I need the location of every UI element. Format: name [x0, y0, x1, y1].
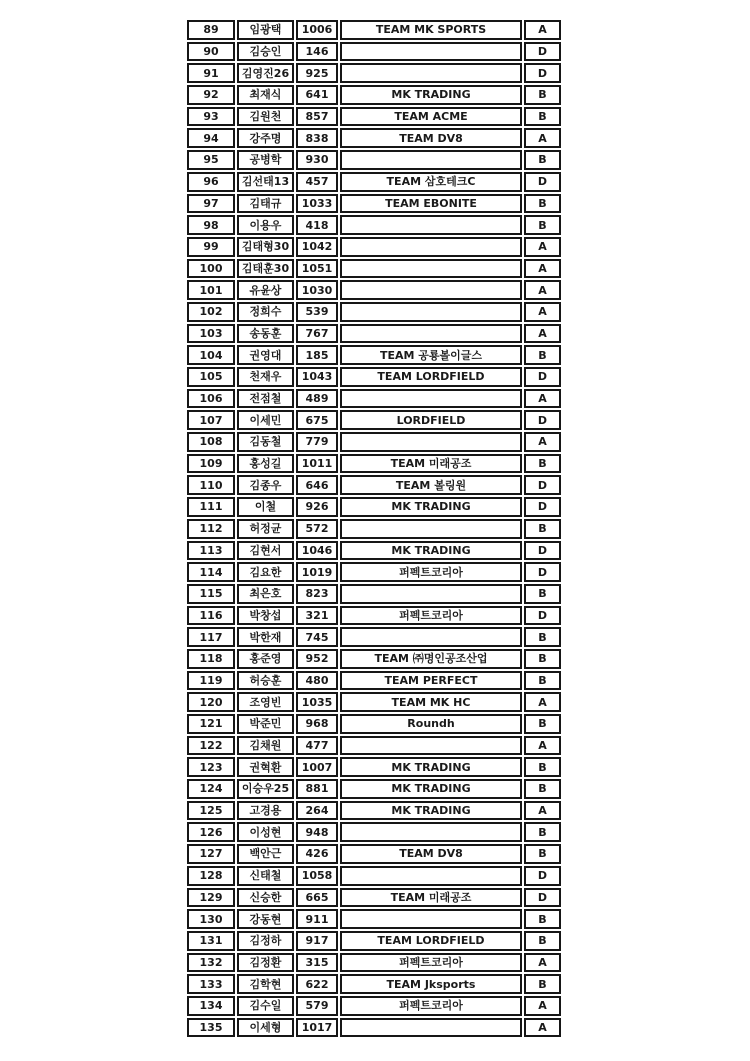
cell-grade: B [524, 150, 561, 170]
cell-player-id: 838 [296, 128, 338, 148]
table-row [187, 757, 561, 777]
cell-player-id: 917 [296, 931, 338, 951]
cell-player-name: 이세형 [237, 1018, 294, 1038]
cell-team-name [340, 822, 522, 842]
cell-player-name: 이세민 [237, 410, 294, 430]
table-row [187, 519, 561, 539]
cell-player-id: 926 [296, 497, 338, 517]
cell-player-name: 박창섭 [237, 606, 294, 626]
cell-rank: 115 [187, 584, 235, 604]
cell-grade: B [524, 345, 561, 365]
cell-team-name: TEAM 미래공조 [340, 454, 522, 474]
cell-rank: 118 [187, 649, 235, 669]
table-row [187, 150, 561, 170]
cell-team-name: TEAM DV8 [340, 844, 522, 864]
cell-player-name: 백안근 [237, 844, 294, 864]
cell-team-name: TEAM 공룡볼이글스 [340, 345, 522, 365]
cell-rank: 104 [187, 345, 235, 365]
cell-team-name [340, 584, 522, 604]
cell-team-name [340, 237, 522, 257]
cell-rank: 116 [187, 606, 235, 626]
cell-player-id: 1058 [296, 866, 338, 886]
cell-player-id: 1033 [296, 194, 338, 214]
cell-player-name: 김태훈30 [237, 259, 294, 279]
cell-rank: 129 [187, 888, 235, 908]
cell-player-name: 정희수 [237, 302, 294, 322]
cell-player-name: 전점철 [237, 389, 294, 409]
cell-player-name: 허승훈 [237, 671, 294, 691]
cell-player-id: 779 [296, 432, 338, 452]
cell-team-name: MK TRADING [340, 801, 522, 821]
cell-player-id: 925 [296, 63, 338, 83]
cell-team-name [340, 866, 522, 886]
cell-rank: 117 [187, 627, 235, 647]
cell-rank: 124 [187, 779, 235, 799]
table-row [187, 324, 561, 344]
table-row [187, 584, 561, 604]
cell-player-id: 968 [296, 714, 338, 734]
table-row [187, 541, 561, 561]
cell-rank: 120 [187, 692, 235, 712]
cell-team-name: MK TRADING [340, 497, 522, 517]
cell-grade: B [524, 714, 561, 734]
table-row [187, 215, 561, 235]
cell-team-name: TEAM MK SPORTS [340, 20, 522, 40]
table-row [187, 714, 561, 734]
cell-player-id: 646 [296, 475, 338, 495]
cell-grade: A [524, 736, 561, 756]
cell-player-id: 539 [296, 302, 338, 322]
cell-rank: 100 [187, 259, 235, 279]
cell-rank: 135 [187, 1018, 235, 1038]
cell-rank: 110 [187, 475, 235, 495]
cell-rank: 107 [187, 410, 235, 430]
table-row [187, 671, 561, 691]
cell-rank: 92 [187, 85, 235, 105]
cell-team-name [340, 215, 522, 235]
table-row [187, 63, 561, 83]
table-row [187, 736, 561, 756]
cell-team-name: 퍼펙트코리아 [340, 996, 522, 1016]
table-row [187, 345, 561, 365]
cell-player-name: 이성현 [237, 822, 294, 842]
cell-player-name: 허정균 [237, 519, 294, 539]
cell-grade: B [524, 974, 561, 994]
cell-player-id: 1007 [296, 757, 338, 777]
table-row [187, 454, 561, 474]
cell-player-name: 김정환 [237, 953, 294, 973]
cell-grade: B [524, 649, 561, 669]
cell-player-id: 185 [296, 345, 338, 365]
cell-rank: 119 [187, 671, 235, 691]
cell-grade: B [524, 757, 561, 777]
cell-player-id: 641 [296, 85, 338, 105]
table-row [187, 42, 561, 62]
cell-player-name: 김승인 [237, 42, 294, 62]
cell-team-name [340, 150, 522, 170]
cell-player-id: 418 [296, 215, 338, 235]
cell-rank: 99 [187, 237, 235, 257]
cell-grade: A [524, 259, 561, 279]
table-row [187, 85, 561, 105]
cell-rank: 95 [187, 150, 235, 170]
cell-grade: B [524, 584, 561, 604]
table-row [187, 996, 561, 1016]
cell-team-name: TEAM 볼링원 [340, 475, 522, 495]
cell-rank: 123 [187, 757, 235, 777]
cell-grade: A [524, 801, 561, 821]
cell-team-name: MK TRADING [340, 541, 522, 561]
cell-team-name [340, 627, 522, 647]
cell-team-name: 퍼펙트코리아 [340, 562, 522, 582]
cell-rank: 108 [187, 432, 235, 452]
cell-player-id: 315 [296, 953, 338, 973]
cell-player-name: 유윤상 [237, 280, 294, 300]
cell-player-id: 489 [296, 389, 338, 409]
cell-player-name: 박준민 [237, 714, 294, 734]
cell-grade: D [524, 888, 561, 908]
cell-player-name: 천재우 [237, 367, 294, 387]
cell-grade: A [524, 237, 561, 257]
cell-player-id: 881 [296, 779, 338, 799]
cell-grade: D [524, 63, 561, 83]
cell-grade: B [524, 519, 561, 539]
cell-team-name: TEAM 삼호테크C [340, 172, 522, 192]
cell-player-name: 김원천 [237, 107, 294, 127]
cell-rank: 134 [187, 996, 235, 1016]
cell-rank: 133 [187, 974, 235, 994]
table-row [187, 627, 561, 647]
cell-player-id: 745 [296, 627, 338, 647]
table-row [187, 801, 561, 821]
cell-grade: D [524, 367, 561, 387]
table-row [187, 909, 561, 929]
cell-player-id: 457 [296, 172, 338, 192]
cell-player-id: 1046 [296, 541, 338, 561]
cell-rank: 111 [187, 497, 235, 517]
cell-player-name: 강동현 [237, 909, 294, 929]
cell-team-name: TEAM PERFECT [340, 671, 522, 691]
cell-player-id: 1051 [296, 259, 338, 279]
cell-player-id: 952 [296, 649, 338, 669]
cell-team-name: 퍼펙트코리아 [340, 606, 522, 626]
cell-grade: B [524, 671, 561, 691]
cell-team-name: TEAM Jksports [340, 974, 522, 994]
table-row [187, 649, 561, 669]
cell-player-id: 823 [296, 584, 338, 604]
cell-rank: 128 [187, 866, 235, 886]
cell-player-name: 김수일 [237, 996, 294, 1016]
table-row [187, 475, 561, 495]
table-row [187, 692, 561, 712]
cell-player-id: 572 [296, 519, 338, 539]
cell-grade: A [524, 128, 561, 148]
table-row [187, 259, 561, 279]
cell-grade: B [524, 215, 561, 235]
cell-player-id: 579 [296, 996, 338, 1016]
cell-player-name: 김학현 [237, 974, 294, 994]
cell-player-name: 김동철 [237, 432, 294, 452]
table-row [187, 20, 561, 40]
cell-grade: A [524, 432, 561, 452]
cell-player-id: 767 [296, 324, 338, 344]
table-row [187, 194, 561, 214]
cell-player-name: 김요한 [237, 562, 294, 582]
cell-team-name: TEAM LORDFIELD [340, 367, 522, 387]
cell-team-name: TEAM LORDFIELD [340, 931, 522, 951]
cell-rank: 94 [187, 128, 235, 148]
cell-player-name: 최재식 [237, 85, 294, 105]
table-row [187, 931, 561, 951]
cell-player-name: 권혁환 [237, 757, 294, 777]
table-row [187, 302, 561, 322]
table-row [187, 1018, 561, 1038]
table-row [187, 410, 561, 430]
cell-grade: D [524, 541, 561, 561]
cell-player-name: 이승우25 [237, 779, 294, 799]
cell-rank: 109 [187, 454, 235, 474]
cell-grade: B [524, 844, 561, 864]
cell-grade: B [524, 931, 561, 951]
cell-rank: 102 [187, 302, 235, 322]
cell-player-id: 321 [296, 606, 338, 626]
roster-table-body [187, 20, 561, 1037]
cell-team-name [340, 280, 522, 300]
cell-player-name: 홍준영 [237, 649, 294, 669]
cell-player-id: 264 [296, 801, 338, 821]
cell-player-id: 477 [296, 736, 338, 756]
cell-rank: 130 [187, 909, 235, 929]
cell-rank: 96 [187, 172, 235, 192]
cell-player-id: 675 [296, 410, 338, 430]
cell-rank: 90 [187, 42, 235, 62]
cell-grade: B [524, 85, 561, 105]
cell-team-name [340, 432, 522, 452]
cell-rank: 121 [187, 714, 235, 734]
cell-team-name [340, 324, 522, 344]
cell-team-name: Roundh [340, 714, 522, 734]
cell-rank: 131 [187, 931, 235, 951]
cell-player-name: 강주명 [237, 128, 294, 148]
cell-player-id: 948 [296, 822, 338, 842]
table-row [187, 779, 561, 799]
cell-team-name [340, 519, 522, 539]
cell-grade: D [524, 172, 561, 192]
cell-player-name: 공병학 [237, 150, 294, 170]
cell-grade: D [524, 475, 561, 495]
cell-team-name: MK TRADING [340, 779, 522, 799]
cell-grade: A [524, 692, 561, 712]
cell-player-id: 146 [296, 42, 338, 62]
table-row [187, 562, 561, 582]
cell-rank: 112 [187, 519, 235, 539]
cell-player-name: 김영진26 [237, 63, 294, 83]
table-row [187, 866, 561, 886]
cell-rank: 114 [187, 562, 235, 582]
cell-player-name: 김선태13 [237, 172, 294, 192]
cell-player-id: 1030 [296, 280, 338, 300]
cell-player-name: 김현서 [237, 541, 294, 561]
cell-player-name: 임광택 [237, 20, 294, 40]
cell-grade: B [524, 194, 561, 214]
table-row [187, 367, 561, 387]
table-row [187, 953, 561, 973]
cell-grade: D [524, 562, 561, 582]
table-row [187, 844, 561, 864]
cell-grade: A [524, 302, 561, 322]
table-row [187, 497, 561, 517]
cell-grade: D [524, 866, 561, 886]
cell-team-name [340, 42, 522, 62]
cell-player-id: 857 [296, 107, 338, 127]
cell-player-id: 1011 [296, 454, 338, 474]
cell-rank: 98 [187, 215, 235, 235]
table-row [187, 389, 561, 409]
cell-grade: B [524, 779, 561, 799]
cell-grade: B [524, 454, 561, 474]
cell-player-name: 송동훈 [237, 324, 294, 344]
cell-rank: 103 [187, 324, 235, 344]
table-row [187, 432, 561, 452]
cell-player-name: 김채원 [237, 736, 294, 756]
cell-team-name [340, 736, 522, 756]
cell-rank: 125 [187, 801, 235, 821]
cell-team-name [340, 1018, 522, 1038]
cell-grade: D [524, 42, 561, 62]
cell-rank: 126 [187, 822, 235, 842]
cell-grade: A [524, 996, 561, 1016]
cell-grade: A [524, 389, 561, 409]
table-row [187, 974, 561, 994]
cell-rank: 91 [187, 63, 235, 83]
cell-player-id: 1019 [296, 562, 338, 582]
table-row [187, 822, 561, 842]
cell-rank: 97 [187, 194, 235, 214]
cell-player-name: 최은호 [237, 584, 294, 604]
table-row [187, 128, 561, 148]
cell-team-name [340, 302, 522, 322]
cell-rank: 127 [187, 844, 235, 864]
cell-grade: D [524, 410, 561, 430]
cell-player-id: 1006 [296, 20, 338, 40]
cell-player-name: 권영대 [237, 345, 294, 365]
cell-player-id: 911 [296, 909, 338, 929]
cell-player-name: 김정하 [237, 931, 294, 951]
cell-grade: B [524, 627, 561, 647]
cell-team-name: TEAM MK HC [340, 692, 522, 712]
cell-rank: 89 [187, 20, 235, 40]
table-row [187, 280, 561, 300]
cell-grade: D [524, 497, 561, 517]
cell-player-name: 김태규 [237, 194, 294, 214]
cell-rank: 113 [187, 541, 235, 561]
table-row [187, 888, 561, 908]
cell-player-id: 480 [296, 671, 338, 691]
cell-player-id: 1042 [296, 237, 338, 257]
cell-team-name [340, 389, 522, 409]
cell-grade: A [524, 324, 561, 344]
cell-team-name: MK TRADING [340, 85, 522, 105]
cell-player-name: 조영빈 [237, 692, 294, 712]
cell-team-name: MK TRADING [340, 757, 522, 777]
cell-grade: D [524, 606, 561, 626]
cell-team-name: TEAM DV8 [340, 128, 522, 148]
table-row [187, 237, 561, 257]
cell-team-name: 퍼펙트코리아 [340, 953, 522, 973]
cell-player-name: 홍성길 [237, 454, 294, 474]
cell-rank: 106 [187, 389, 235, 409]
table-row [187, 107, 561, 127]
cell-grade: A [524, 20, 561, 40]
cell-player-name: 신승한 [237, 888, 294, 908]
roster-table [185, 18, 563, 1039]
cell-rank: 105 [187, 367, 235, 387]
table-row [187, 606, 561, 626]
cell-grade: B [524, 107, 561, 127]
cell-team-name [340, 259, 522, 279]
cell-player-id: 622 [296, 974, 338, 994]
cell-player-id: 930 [296, 150, 338, 170]
cell-player-id: 1043 [296, 367, 338, 387]
cell-player-id: 1035 [296, 692, 338, 712]
cell-player-name: 고경용 [237, 801, 294, 821]
cell-grade: A [524, 953, 561, 973]
cell-player-name: 이용우 [237, 215, 294, 235]
cell-team-name [340, 63, 522, 83]
table-row [187, 172, 561, 192]
cell-team-name: TEAM 미래공조 [340, 888, 522, 908]
cell-grade: B [524, 909, 561, 929]
cell-team-name [340, 909, 522, 929]
cell-player-name: 이철 [237, 497, 294, 517]
cell-player-id: 426 [296, 844, 338, 864]
cell-rank: 122 [187, 736, 235, 756]
cell-player-name: 박한재 [237, 627, 294, 647]
cell-player-name: 김종우 [237, 475, 294, 495]
cell-rank: 93 [187, 107, 235, 127]
cell-rank: 101 [187, 280, 235, 300]
cell-grade: B [524, 822, 561, 842]
cell-rank: 132 [187, 953, 235, 973]
cell-player-name: 김태형30 [237, 237, 294, 257]
cell-team-name: TEAM ㈜명인공조산업 [340, 649, 522, 669]
cell-player-id: 665 [296, 888, 338, 908]
cell-team-name: TEAM EBONITE [340, 194, 522, 214]
cell-team-name: TEAM ACME [340, 107, 522, 127]
cell-player-name: 신태철 [237, 866, 294, 886]
cell-player-id: 1017 [296, 1018, 338, 1038]
cell-team-name: LORDFIELD [340, 410, 522, 430]
cell-grade: A [524, 1018, 561, 1038]
cell-grade: A [524, 280, 561, 300]
